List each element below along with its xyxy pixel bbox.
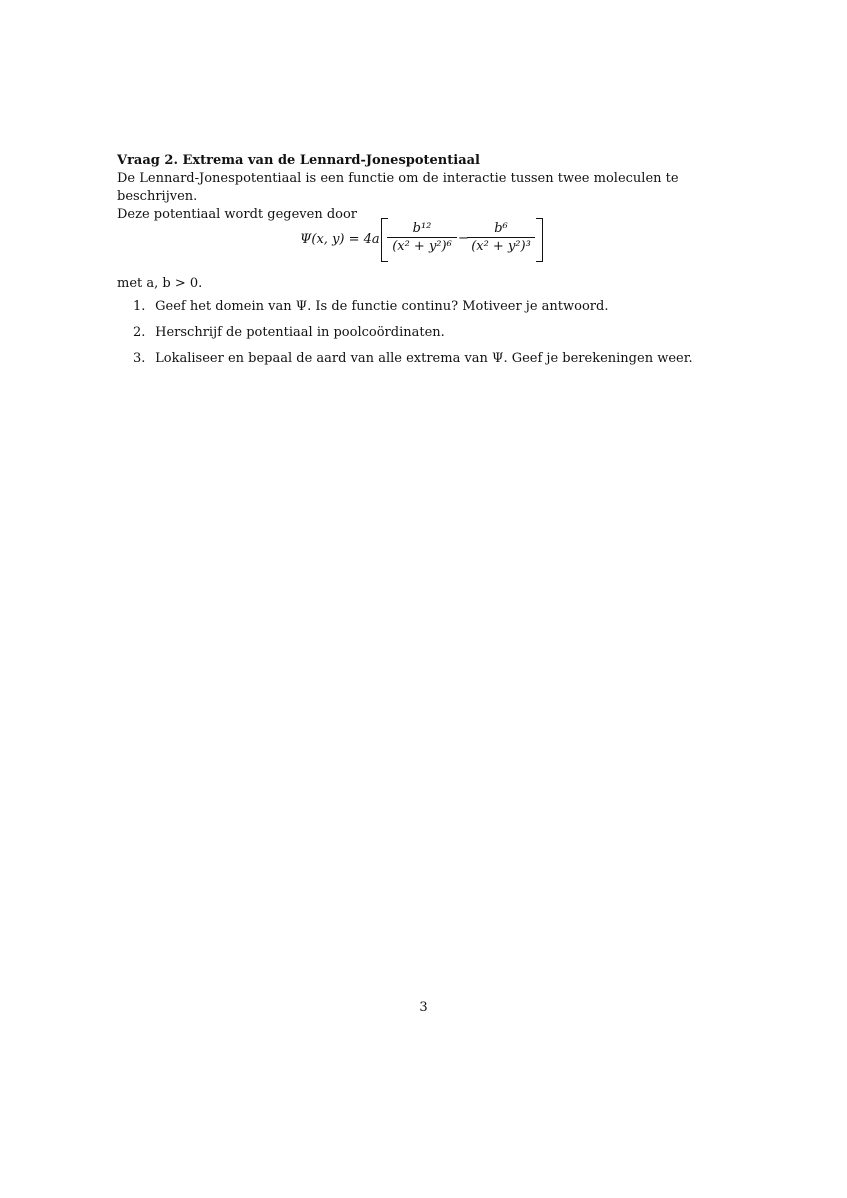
page-number: 3	[419, 1000, 428, 1015]
question-heading: Vraag 2. Extrema van de Lennard-Jonespotentiaal	[117, 153, 480, 168]
list-item-number: 3.	[133, 351, 146, 366]
question-list	[133, 298, 693, 376]
fraction-1-numerator: b¹²	[412, 221, 432, 236]
condition-text: met a, b > 0.	[117, 276, 203, 291]
formula-lhs: Ψ(x, y) = 4a	[300, 232, 380, 247]
right-bracket	[536, 218, 543, 262]
list-item	[133, 298, 693, 324]
list-item-text: Herschrijf de potentiaal in poolcoördinaten.	[155, 325, 445, 340]
intro-line-1: De Lennard-Jonespotentiaal is een functie om de interactie tussen twee moleculen te beschrijven.	[117, 171, 679, 204]
question-block	[117, 152, 757, 224]
fraction-2-denominator: (x² + y²)³	[471, 239, 531, 254]
list-item	[133, 324, 693, 350]
fraction-1-denominator: (x² + y²)⁶	[392, 239, 452, 254]
fraction-2	[467, 220, 535, 255]
fraction-2-numerator: b⁶	[494, 221, 508, 236]
intro-line-2: Deze potentiaal wordt gegeven door	[117, 207, 358, 222]
list-item	[133, 350, 693, 376]
list-item-text: Geef het domein van Ψ. Is de functie continu? Motiveer je antwoord.	[155, 299, 609, 314]
list-item-text: Lokaliseer en bepaal de aard van alle extrema van Ψ. Geef je berekeningen weer.	[155, 351, 693, 366]
list-item-number: 2.	[133, 325, 146, 340]
lennard-jones-formula	[300, 216, 550, 262]
minus-operator: −	[458, 231, 469, 246]
list-item-number: 1.	[133, 299, 146, 314]
fraction-1	[387, 220, 457, 255]
